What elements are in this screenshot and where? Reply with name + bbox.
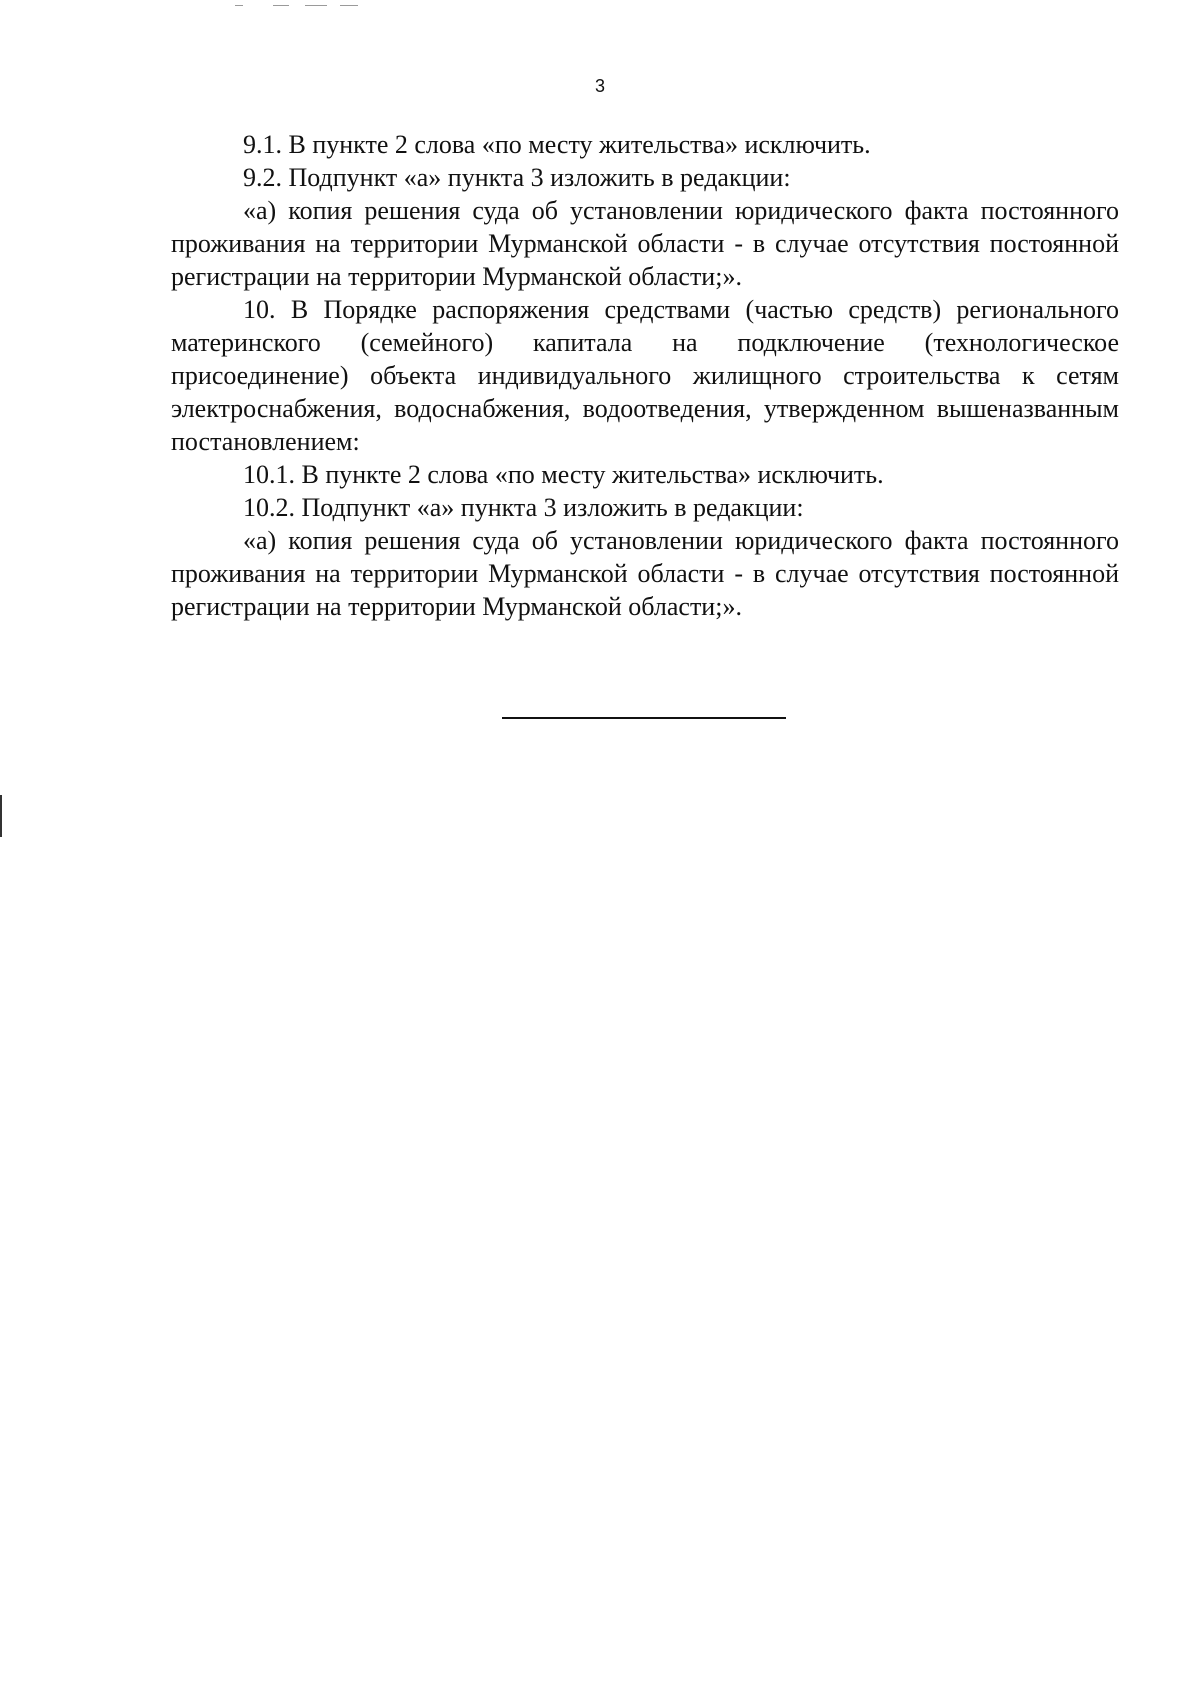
paragraph-9-1: 9.1. В пункте 2 слова «по месту жительства» исключить. [243,130,871,159]
paragraph-9-2-quote: «а) копия решения суда об установлении юридического факта постоянного проживания на территории Мурманской области - в случае отсутствия постоянной регистрации на территории Мурманской области;». [171,196,1119,291]
scan-artifact [340,5,358,6]
paragraph-10: 10. В Порядке распоряжения средствами (частью средств) регионального материнского (семейного) капитала на подключение (технологическое присоединение) объекта индивидуального жилищного строительства к сетям электроснабжения, водоснабжения, водоотведения, утвержденном вышеназванным постановлением: [171,295,1119,456]
document-body [171,128,1119,623]
end-divider [502,717,786,719]
paragraph-9-2: 9.2. Подпункт «а» пункта 3 изложить в редакции: [243,163,791,192]
page-number: 3 [594,76,605,96]
scan-artifact [305,5,327,6]
scan-artifact [235,5,243,6]
scan-edge-mark [0,795,2,837]
scan-artifact [273,5,289,6]
paragraph-10-1: 10.1. В пункте 2 слова «по месту жительства» исключить. [243,460,884,489]
paragraph-10-2-quote: «а) копия решения суда об установлении юридического факта постоянного проживания на территории Мурманской области - в случае отсутствия постоянной регистрации на территории Мурманской области;». [171,526,1119,621]
paragraph-10-2: 10.2. Подпункт «а» пункта 3 изложить в редакции: [243,493,804,522]
